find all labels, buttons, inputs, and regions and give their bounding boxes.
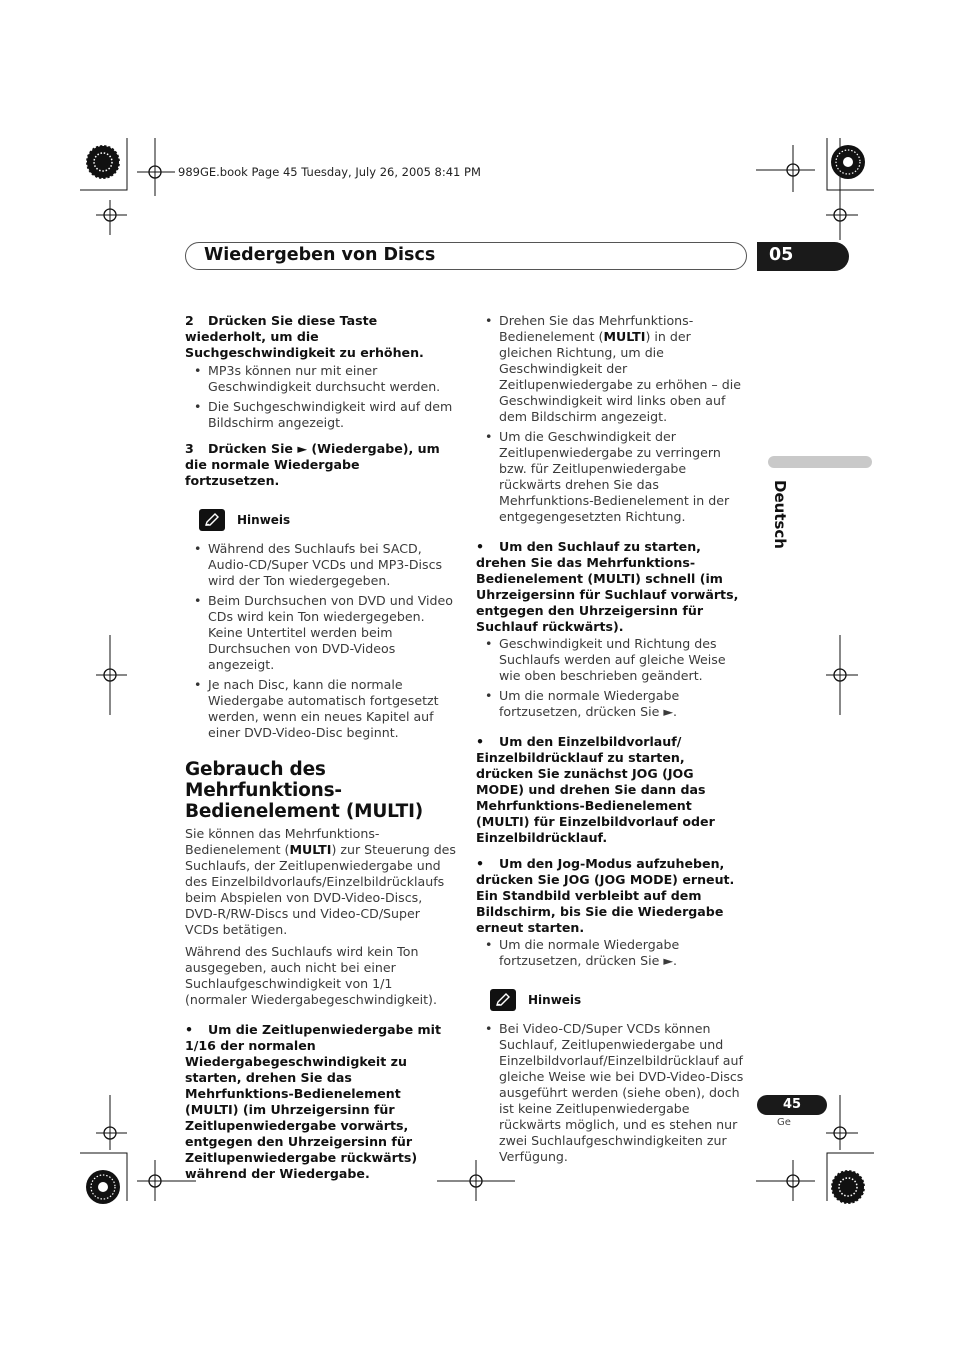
bold-bullet-text: Um den Jog-Modus aufzuheben, drücken Sie JOG (JOG MODE) erneut. Ein Standbild verbleibt auf dem Bildschirm, bis Sie die Wiedergabe erneut starten. (476, 856, 735, 935)
pencil-note-icon (490, 989, 516, 1011)
page-number: 45 (757, 1095, 827, 1115)
page-language-code: Ge (777, 1117, 791, 1128)
bold-bullet: • Um den Suchlauf zu starten, drehen Sie das Mehrfunktions-Bedienelement (MULTI) schnell (im Uhrzeigersinn für Suchlauf vorwärts, entgegen den Uhrzeigersinn für Suchlauf rückwärts). (476, 539, 739, 634)
list-text: Drehen Sie das Mehrfunktions-Bedienelement ( (499, 313, 694, 344)
chapter-number: 05 (757, 242, 849, 271)
paragraph-text: ) zur Steuerung des Suchlaufs, der Zeitlupenwiedergabe und des Einzelbildvorlaufs/Einzelbildrücklaufs beim Abspielen von DVD-Video-Discs, DVD-R/RW-Discs und Video-CD/Super VCDs betätigen. (185, 842, 456, 937)
language-label: Deutsch (771, 480, 789, 549)
step-text: Drücken Sie diese Taste wiederholt, um die Suchgeschwindigkeit zu erhöhen. (185, 313, 424, 360)
list-item (476, 313, 746, 425)
list-item: • Um die normale Wiedergabe fortzusetzen, drücken Sie ►. (476, 937, 746, 969)
list-text: ) in der gleichen Richtung, um die Geschwindigkeit der Zeitlupenwiedergabe zu erhöhen – die Geschwindigkeit wird links oben auf dem Bildschirm angezeigt. (499, 329, 741, 424)
bold-bullet-text: Um den Suchlauf zu starten, drehen Sie das Mehrfunktions-Bedienelement (MULTI) schnell (im Uhrzeigersinn für Suchlauf vorwärts, entgegen den Uhrzeigersinn für Suchlauf rückwärts). (476, 539, 739, 634)
paragraph-bold: MULTI (289, 842, 332, 857)
step-3 (185, 441, 457, 489)
bold-bullet: • Um den Jog-Modus aufzuheben, drücken Sie JOG (JOG MODE) erneut. Ein Standbild verbleibt auf dem Bildschirm, bis Sie die Wiedergabe erneut starten. (476, 856, 735, 935)
jog-bullets (476, 937, 746, 969)
right-column (476, 313, 746, 1173)
list-item: • Beim Durchsuchen von DVD und Video CDs wird kein Ton wiedergegeben. Keine Untertitel werden beim Durchsuchen von DVD-Videos angezeigt. (185, 593, 457, 673)
step-text: Drücken Sie ► (Wiedergabe), um die normale Wiedergabe fortzusetzen. (185, 441, 440, 488)
note-bullets (476, 1021, 746, 1165)
note-bullets (185, 541, 457, 741)
search-bullets (476, 636, 746, 720)
bold-bullet: • Um die Zeitlupenwiedergabe mit 1/16 der normalen Wiedergabegeschwindigkeit zu starten, drehen Sie das Mehrfunktions-Bedienelement (MULTI) (im Uhrzeigersinn für Zeitlupenwiedergabe vorwärts, entgegen den Uhrzeigersinn für Zeitlupenwiedergabe rückwärts) während der Wiedergabe. (185, 1022, 441, 1181)
note-header (490, 989, 746, 1011)
list-item: • Um die normale Wiedergabe fortzusetzen, drücken Sie ►. (476, 688, 746, 720)
step-number: 2 (185, 313, 194, 328)
step-number: 3 (185, 441, 194, 456)
bold-bullet: • Um den Einzelbildvorlauf/ Einzelbildrücklauf zu starten, drücken Sie zunächst JOG (JOG MODE) und drehen Sie dann das Mehrfunktions-Bedienelement (MULTI) für Einzelbildvorlauf oder Einzelbildrücklauf. (476, 734, 715, 845)
left-column (185, 313, 457, 1183)
list-bold: MULTI (603, 329, 646, 344)
list-item: • Geschwindigkeit und Richtung des Suchlaufs werden auf gleiche Weise wie oben beschrieben geändert. (476, 636, 746, 684)
paragraph-text: Sie können das Mehrfunktions-Bedienelement ( (185, 826, 380, 857)
note-label: Hinweis (528, 993, 582, 1007)
section-heading: Gebrauch des Mehrfunktions-Bedienelement (MULTI) (185, 759, 424, 822)
paragraph: Während des Suchlaufs wird kein Ton ausgegeben, auch nicht bei einer Suchlaufgeschwindigkeit von 1/1 (normaler Wiedergabegeschwindigkeit). (185, 944, 437, 1007)
list-item: • Bei Video-CD/Super VCDs können Suchlauf, Zeitlupenwiedergabe und Einzelbildvorlauf/Einzelbildrücklauf auf gleiche Weise wie bei DVD-Video-Discs ausgeführt werden (siehe oben), doch ist keine Zeitlupenwiedergabe rückwärts möglich, und es stehen nur zwei Suchlaufgeschwindigkeiten zur Verfügung. (476, 1021, 746, 1165)
bold-bullet-text: Um den Einzelbildvorlauf/ Einzelbildrücklauf zu starten, drücken Sie zunächst JOG (JOG MODE) und drehen Sie dann das Mehrfunktions-Bedienelement (MULTI) für Einzelbildvorlauf oder Einzelbildrücklauf. (476, 734, 715, 845)
list-item: • Die Suchgeschwindigkeit wird auf dem Bildschirm angezeigt. (185, 399, 457, 431)
bold-bullet-text: Um die Zeitlupenwiedergabe mit 1/16 der normalen Wiedergabegeschwindigkeit zu starten, drehen Sie das Mehrfunktions-Bedienelement (MULTI) (im Uhrzeigersinn für Zeitlupenwiedergabe vorwärts, entgegen den Uhrzeigersinn für Zeitlupenwiedergabe rückwärts) während der Wiedergabe. (185, 1022, 441, 1181)
file-info: 989GE.book Page 45 Tuesday, July 26, 2005 8:41 PM (178, 165, 481, 179)
section-title: Wiedergeben von Discs (204, 245, 436, 265)
section-header (185, 242, 747, 270)
step-2-bullets (185, 363, 457, 431)
paragraph (185, 826, 457, 938)
pencil-note-icon (199, 509, 225, 531)
note-label: Hinweis (237, 513, 291, 527)
slow-motion-bullets (476, 313, 746, 525)
list-item: • Je nach Disc, kann die normale Wiedergabe automatisch fortgesetzt werden, wenn ein neues Kapitel auf einer DVD-Video-Disc beginnt. (185, 677, 457, 741)
list-item: • MP3s können nur mit einer Geschwindigkeit durchsucht werden. (185, 363, 457, 395)
note-header (199, 509, 457, 531)
list-item: • Um die Geschwindigkeit der Zeitlupenwiedergabe zu verringern bzw. für Zeitlupenwiedergabe rückwärts drehen Sie das Mehrfunktions-Bedienelement in der entgegengesetzten Richtung. (476, 429, 746, 525)
language-tab (768, 456, 872, 468)
list-item: • Während des Suchlaufs bei SACD, Audio-CD/Super VCDs und MP3-Discs wird der Ton wiedergegeben. (185, 541, 457, 589)
step-2 (185, 313, 457, 361)
